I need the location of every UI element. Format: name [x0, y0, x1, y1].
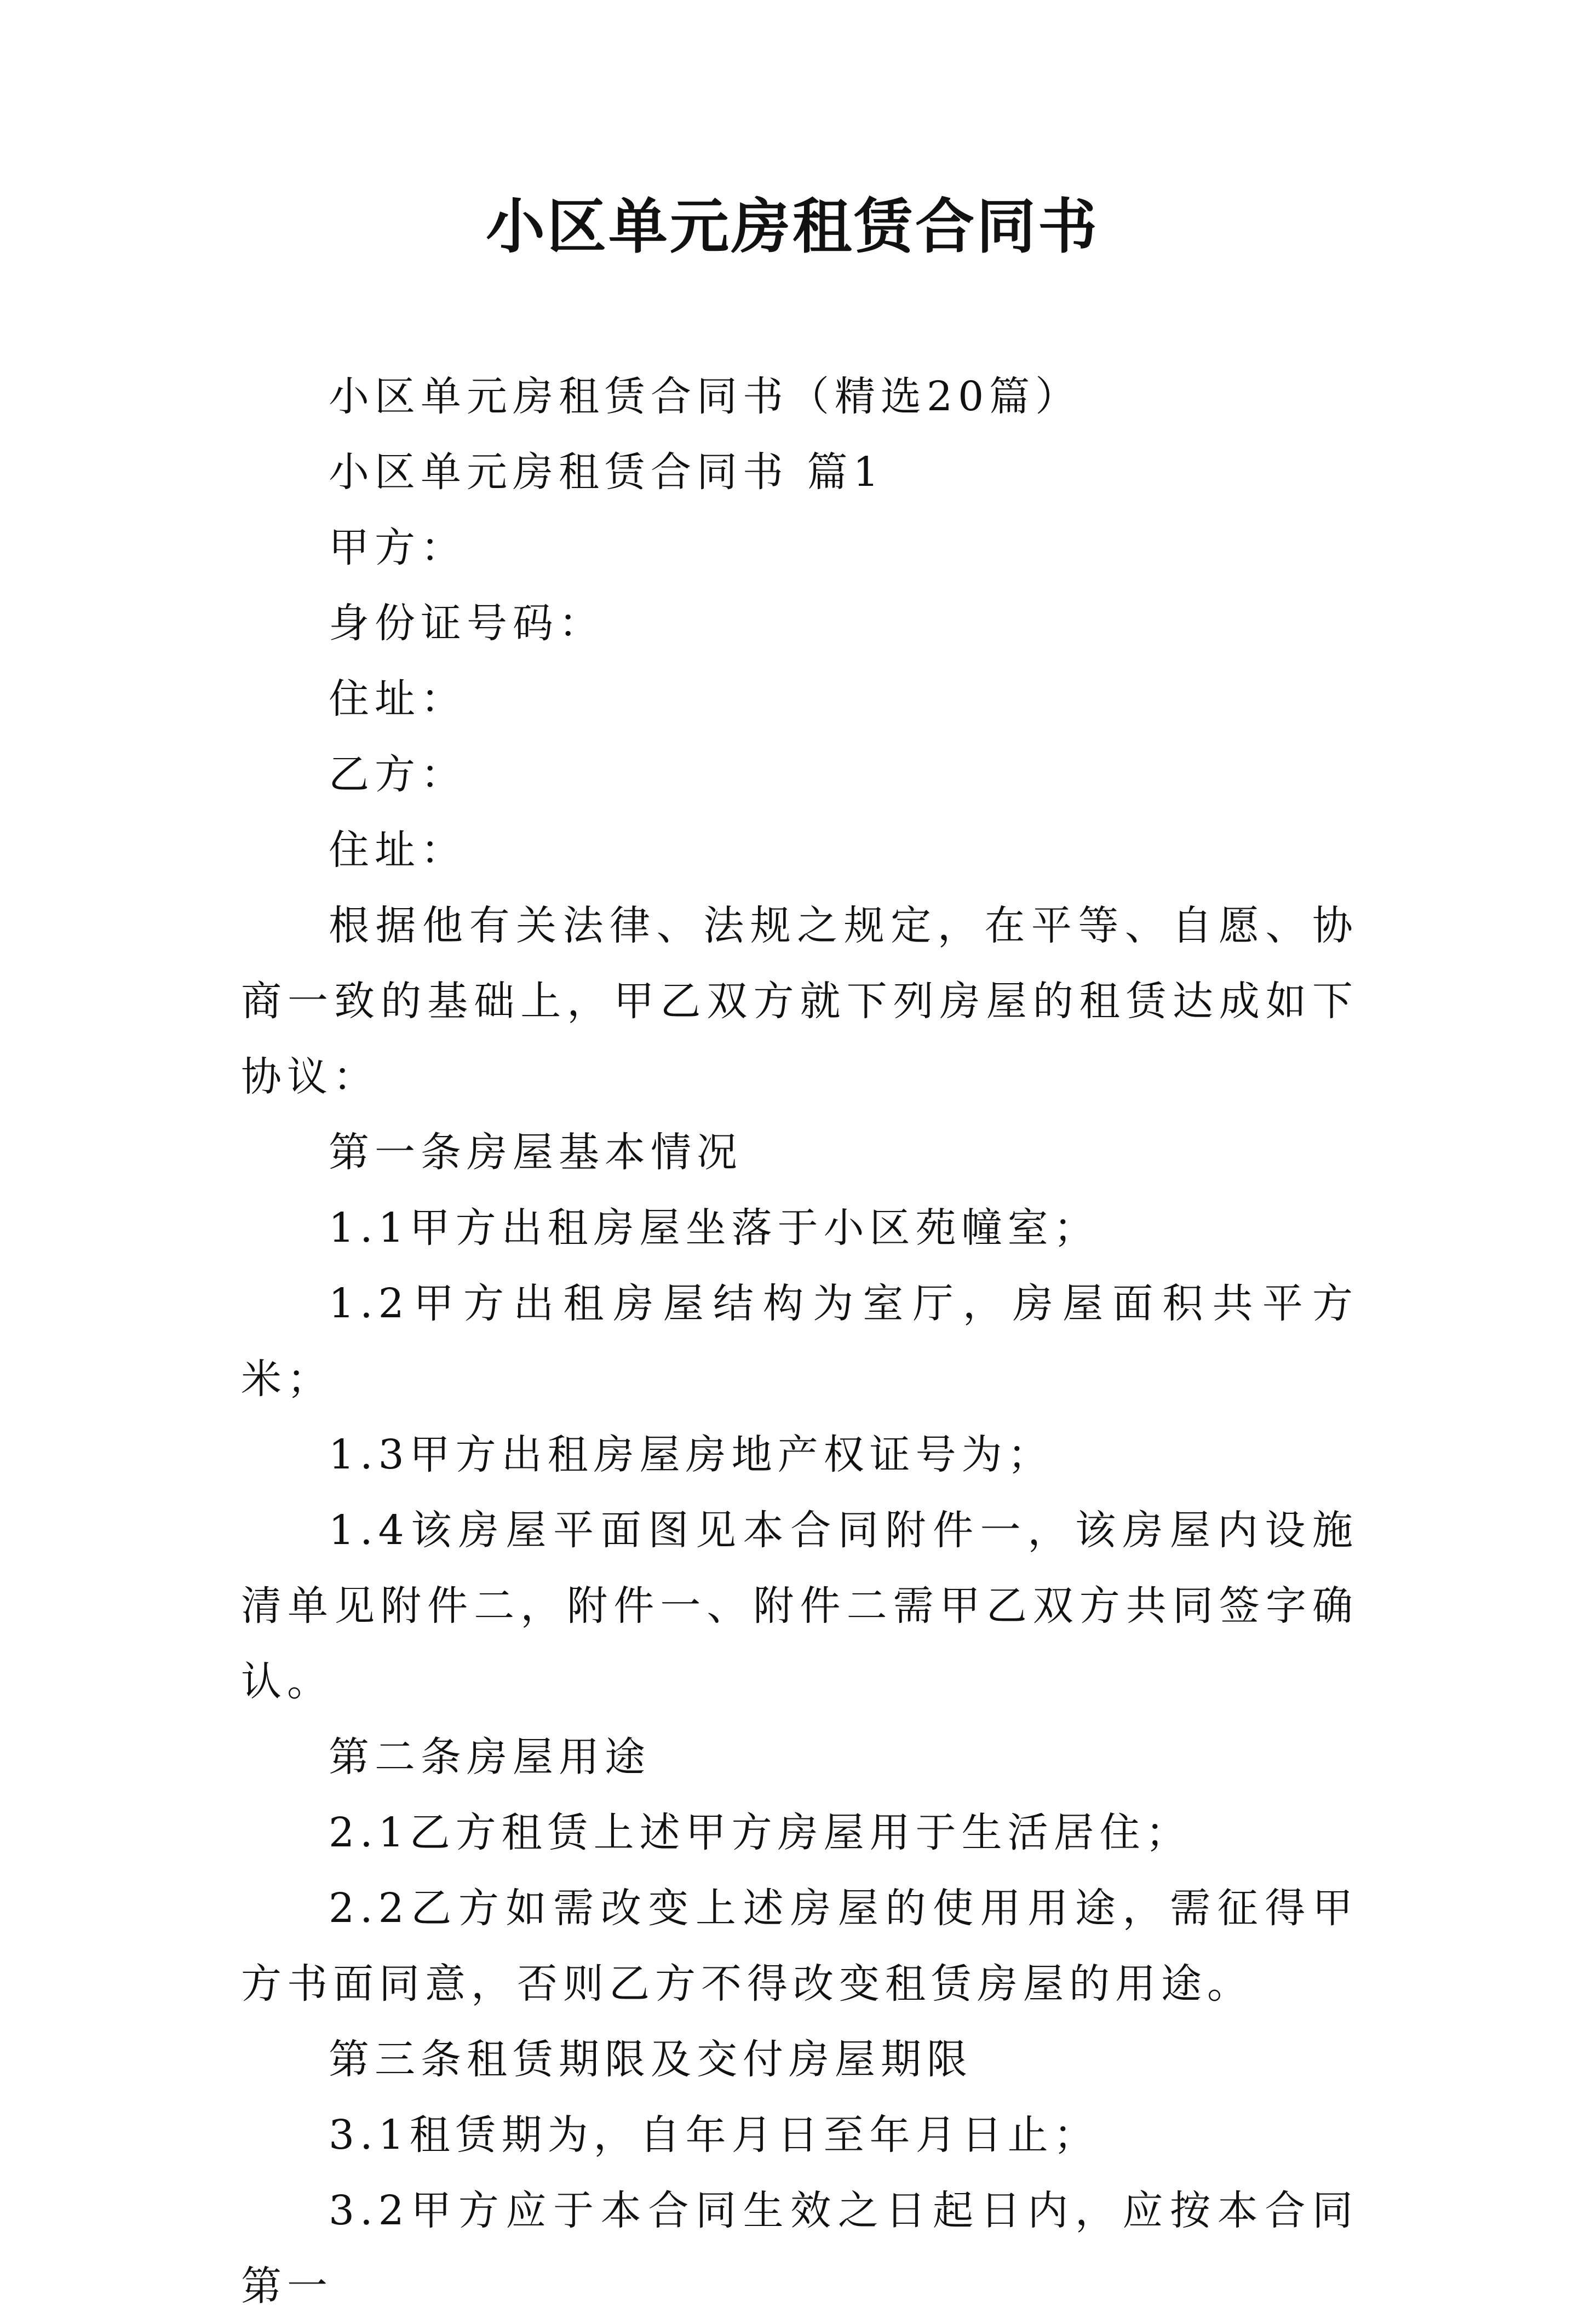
document-title: 小区单元房租赁合同书 — [485, 192, 1099, 261]
paragraph-2-1: 2.1乙方租赁上述甲方房屋用于生活居住； — [329, 1809, 1192, 1856]
paragraph-subtitle: 小区单元房租赁合同书（精选20篇） — [329, 373, 1082, 420]
paragraph-preamble: 根据他有关法律、法规之规定，在平等、自愿、协商一致的基础上，甲乙双方就下列房屋的租赁达成如下协议： — [241, 902, 1358, 1100]
paragraph-party-b: 乙方： — [329, 751, 467, 798]
paragraph-1-2: 1.2甲方出租房屋结构为室厅，房屋面积共平方米； — [241, 1280, 1358, 1403]
paragraph-article-3: 第三条租赁期限及交付房屋期限 — [329, 2036, 973, 2083]
paragraph-address-a: 住址： — [329, 675, 467, 722]
paragraph-1-3: 1.3甲方出租房屋房地产权证号为； — [329, 1431, 1054, 1478]
paragraph-3-1: 3.1租赁期为，自年月日至年月日止； — [329, 2111, 1100, 2159]
paragraph-3-2: 3.2甲方应于本合同生效之日起日内，应按本合同第一 — [241, 2187, 1358, 2310]
document-body — [241, 359, 1358, 2324]
paragraph-id-number: 身份证号码： — [329, 600, 605, 647]
paragraph-2-2: 2.2乙方如需改变上述房屋的使用用途，需征得甲方书面同意，否则乙方不得改变租赁房屋的用途。 — [241, 1885, 1358, 2007]
paragraph-address-b: 住址： — [329, 827, 467, 874]
paragraph-1-1: 1.1甲方出租房屋坐落于小区苑幢室； — [329, 1204, 1100, 1252]
paragraph-section-heading: 小区单元房租赁合同书 篇1 — [329, 449, 885, 496]
paragraph-party-a: 甲方： — [329, 524, 467, 571]
paragraph-1-4: 1.4该房屋平面图见本合同附件一，该房屋内设施清单见附件二，附件一、附件二需甲乙双方共同签字确认。 — [241, 1507, 1358, 1705]
paragraph-article-2: 第二条房屋用途 — [329, 1734, 651, 1781]
paragraph-article-1: 第一条房屋基本情况 — [329, 1129, 743, 1176]
